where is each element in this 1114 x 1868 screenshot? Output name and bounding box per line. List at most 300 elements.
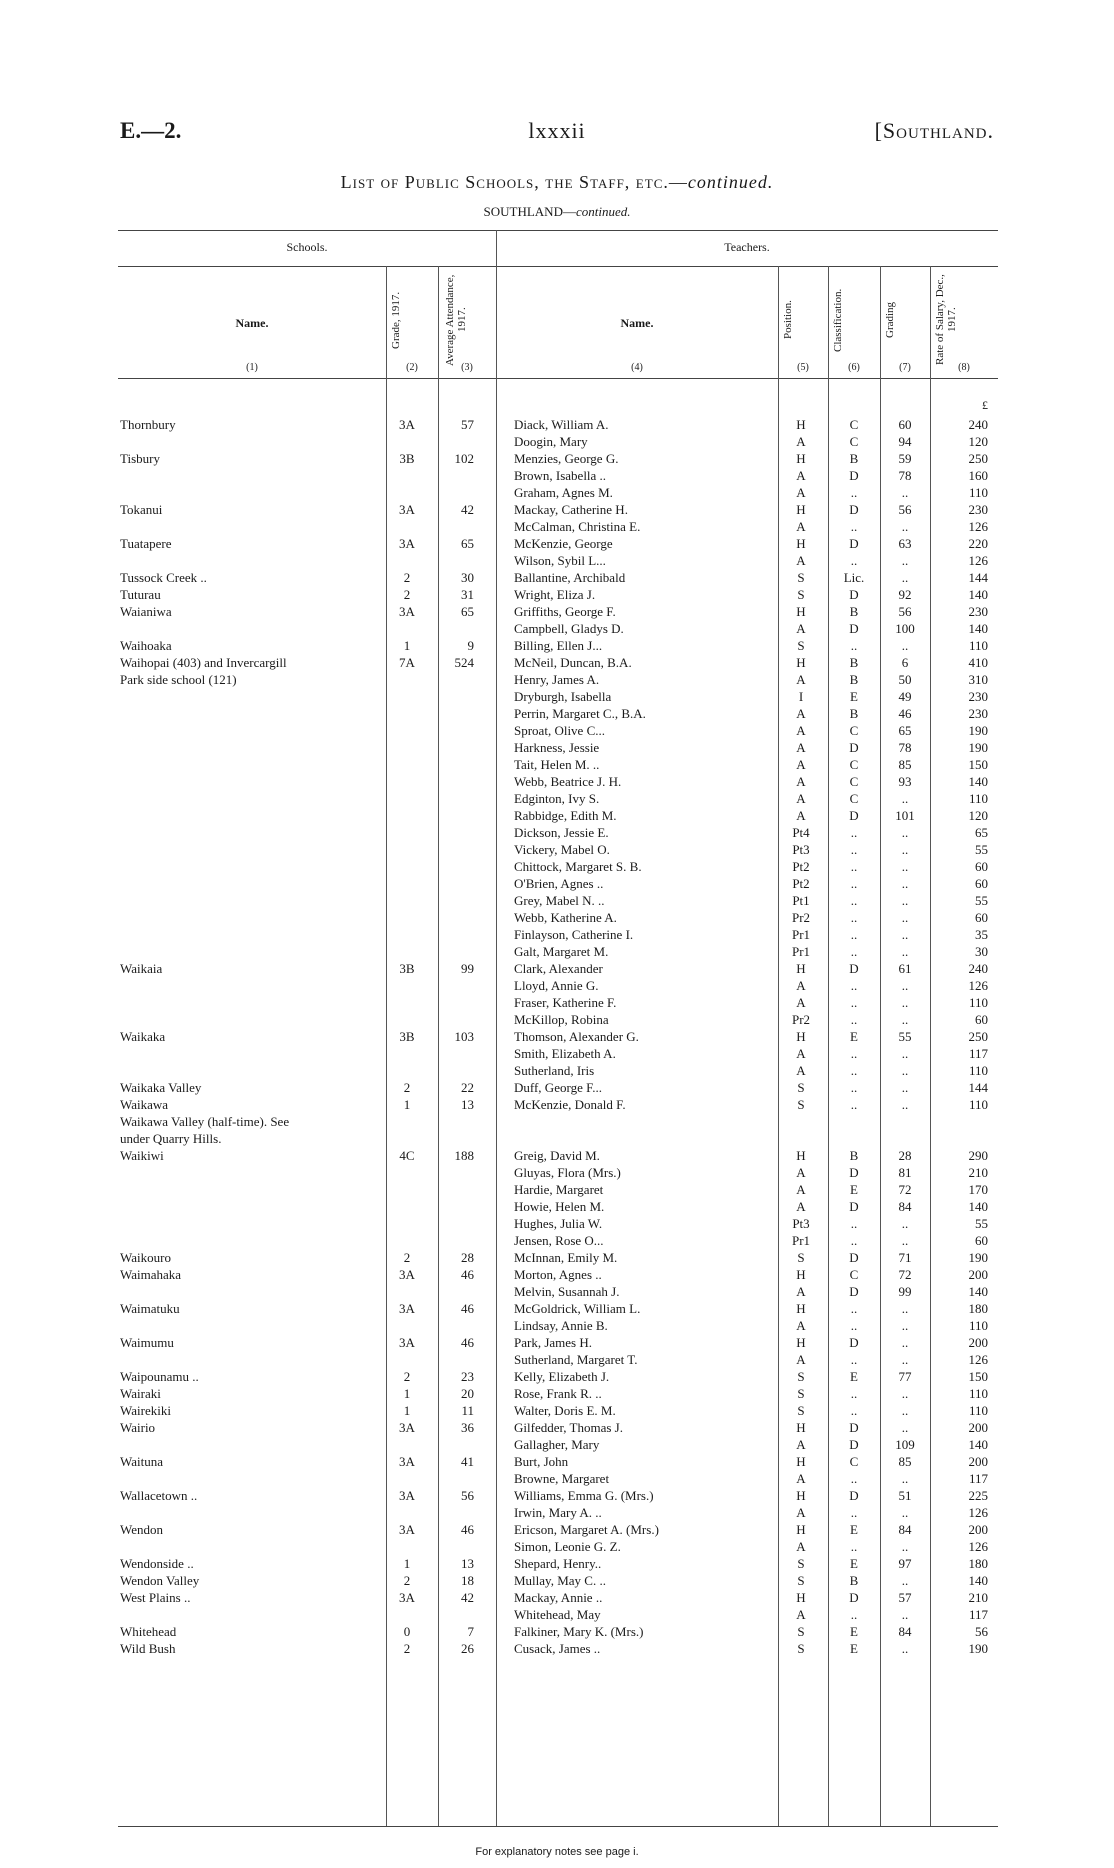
salary-cell: 290 xyxy=(968,1148,988,1163)
grade-cell: 3B xyxy=(399,1029,415,1044)
grade-cell: 3A xyxy=(399,1301,415,1316)
grading-cell: 77 xyxy=(898,1369,912,1384)
teacher-name-cell: Sproat, Olive C... xyxy=(514,723,605,738)
teacher-name-cell: Kelly, Elizabeth J. xyxy=(514,1369,610,1384)
position-cell: A xyxy=(796,1505,806,1520)
salary-cell: 140 xyxy=(968,1284,988,1299)
grading-cell: 6 xyxy=(901,655,909,670)
table-row xyxy=(118,535,998,552)
grading-cell: .. xyxy=(901,519,909,534)
position-cell: Pt3 xyxy=(792,1216,810,1231)
salary-cell: 140 xyxy=(968,774,988,789)
grading-cell: 28 xyxy=(898,1148,912,1163)
grading-cell: 97 xyxy=(898,1556,912,1571)
teacher-name-cell: Williams, Emma G. (Mrs.) xyxy=(514,1488,654,1503)
teacher-name-header: Name. xyxy=(620,316,654,330)
classification-cell: .. xyxy=(850,1233,858,1248)
teacher-name-cell: Cusack, James .. xyxy=(514,1641,601,1656)
teacher-name-cell: Doogin, Mary xyxy=(514,434,588,449)
position-cell: A xyxy=(796,706,806,721)
grading-cell: .. xyxy=(901,825,909,840)
position-cell: A xyxy=(796,774,806,789)
grading-cell: .. xyxy=(901,995,909,1010)
table-row xyxy=(118,620,998,637)
table-row xyxy=(118,909,998,926)
table-row xyxy=(118,1385,998,1402)
grade-cell: 3A xyxy=(399,536,415,551)
school-name-cell: Wendon xyxy=(120,1522,163,1537)
position-cell: A xyxy=(796,1284,806,1299)
grading-cell: .. xyxy=(901,1505,909,1520)
teacher-name-cell: O'Brien, Agnes .. xyxy=(514,876,604,891)
grading-cell: 57 xyxy=(898,1590,912,1605)
salary-cell: 200 xyxy=(968,1420,988,1435)
position-cell: A xyxy=(796,808,806,823)
position-cell: H xyxy=(796,604,806,619)
grading-cell: 59 xyxy=(898,451,912,466)
teacher-name-cell: Webb, Beatrice J. H. xyxy=(514,774,622,789)
salary-cell: 150 xyxy=(968,757,988,772)
school-name-cell: Tussock Creek .. xyxy=(120,570,207,585)
salary-cell: 110 xyxy=(968,995,988,1010)
table-row xyxy=(118,943,998,960)
salary-cell: 110 xyxy=(968,485,988,500)
teacher-name-cell: Galt, Margaret M. xyxy=(514,944,609,959)
position-cell: S xyxy=(797,1250,805,1265)
school-name-cell: Wendon Valley xyxy=(120,1573,200,1588)
teacher-name-cell: Whitehead, May xyxy=(514,1607,601,1622)
document-code: E.—2. xyxy=(120,118,182,143)
salary-cell: 410 xyxy=(968,655,988,670)
salary-cell: 225 xyxy=(968,1488,988,1503)
teacher-name-cell: Diack, William A. xyxy=(514,417,609,432)
school-name-cell: Waituna xyxy=(120,1454,163,1469)
salary-cell: 190 xyxy=(968,723,988,738)
position-cell: Pr1 xyxy=(791,944,811,959)
classification-cell: .. xyxy=(850,553,858,568)
classification-cell: .. xyxy=(850,1012,858,1027)
grading-cell: .. xyxy=(901,485,909,500)
teacher-name-cell: Howie, Helen M. xyxy=(514,1199,605,1214)
grading-cell: .. xyxy=(901,944,909,959)
grading-cell: 60 xyxy=(898,417,912,432)
classification-cell: B xyxy=(849,604,859,619)
table-row xyxy=(118,1130,998,1147)
school-name-cell: under Quarry Hills. xyxy=(120,1131,222,1146)
attendance-cell: 26 xyxy=(461,1641,474,1656)
table-row xyxy=(118,433,998,450)
table-row xyxy=(118,1368,998,1385)
teacher-name-cell: McGoldrick, William L. xyxy=(514,1301,641,1316)
position-cell: H xyxy=(796,1267,806,1282)
salary-cell: 200 xyxy=(968,1267,988,1282)
position-cell: S xyxy=(797,570,805,585)
attendance-cell: 28 xyxy=(461,1250,474,1265)
salary-cell: 310 xyxy=(968,672,988,687)
grade-cell: 1 xyxy=(403,638,411,653)
school-name-cell: Waikaia xyxy=(120,961,163,976)
position-cell: S xyxy=(797,1556,805,1571)
table-row xyxy=(118,1589,998,1606)
attendance-cell: 65 xyxy=(461,604,474,619)
teacher-name-cell: Fraser, Katherine F. xyxy=(514,995,617,1010)
salary-cell: 117 xyxy=(968,1046,988,1061)
table-row xyxy=(118,1487,998,1504)
schools-group-header: Schools. xyxy=(286,240,328,254)
position-cell: Pt4 xyxy=(792,825,810,840)
table-row xyxy=(118,1096,998,1113)
table-row xyxy=(118,790,998,807)
position-cell: Pt3 xyxy=(792,842,810,857)
position-cell: A xyxy=(796,978,806,993)
position-cell: S xyxy=(797,1573,805,1588)
salary-cell: 117 xyxy=(968,1471,988,1486)
table-group-rule xyxy=(118,266,998,267)
salary-cell: 240 xyxy=(968,961,988,976)
grading-cell: .. xyxy=(901,1216,909,1231)
salary-cell: 140 xyxy=(968,1437,988,1452)
position-cell: H xyxy=(796,1488,806,1503)
position-cell: H xyxy=(796,502,806,517)
position-cell: Pr2 xyxy=(791,1012,811,1027)
salary-cell: 60 xyxy=(975,859,988,874)
attendance-cell: 524 xyxy=(454,655,474,670)
classification-cell: .. xyxy=(850,1386,858,1401)
classification-cell: .. xyxy=(850,927,858,942)
classification-cell: E xyxy=(850,1522,858,1537)
salary-cell: 144 xyxy=(968,570,988,585)
grading-cell: .. xyxy=(901,791,909,806)
table-row xyxy=(118,1453,998,1470)
grade-cell: 4C xyxy=(399,1148,415,1163)
table-row xyxy=(118,586,998,603)
table-row xyxy=(118,1521,998,1538)
classification-header: Classification. xyxy=(832,288,844,352)
position-cell: A xyxy=(796,1063,806,1078)
classification-cell: D xyxy=(849,1590,859,1605)
salary-cell: 140 xyxy=(968,1573,988,1588)
grading-cell: 61 xyxy=(898,961,912,976)
table-row xyxy=(118,1266,998,1283)
school-name-cell: Waikouro xyxy=(120,1250,171,1265)
grading-cell: 72 xyxy=(898,1267,912,1282)
teacher-name-cell: McCalman, Christina E. xyxy=(514,519,641,534)
table-row xyxy=(118,1079,998,1096)
school-name-cell: Waimumu xyxy=(120,1335,174,1350)
grade-cell: 2 xyxy=(403,587,411,602)
salary-cell: 126 xyxy=(968,1505,988,1520)
classification-cell: B xyxy=(849,451,859,466)
grading-cell: 78 xyxy=(898,740,912,755)
classification-cell: B xyxy=(849,672,859,687)
grading-cell: 50 xyxy=(898,672,912,687)
school-name-cell: Tuturau xyxy=(120,587,161,602)
grade-cell: 3A xyxy=(399,1335,415,1350)
teacher-name-cell: Perrin, Margaret C., B.A. xyxy=(514,706,646,721)
salary-cell: 60 xyxy=(975,1012,988,1027)
classification-cell: .. xyxy=(850,1318,858,1333)
classification-cell: D xyxy=(849,502,859,517)
table-row xyxy=(118,1504,998,1521)
grade-cell: 2 xyxy=(403,570,411,585)
table-row xyxy=(118,654,998,671)
classification-cell: B xyxy=(849,655,859,670)
grading-cell: 84 xyxy=(898,1199,912,1214)
salary-cell: 230 xyxy=(968,604,988,619)
grading-cell: .. xyxy=(901,1386,909,1401)
teacher-name-cell: Dryburgh, Isabella xyxy=(514,689,612,704)
grading-cell: .. xyxy=(901,842,909,857)
salary-cell: 110 xyxy=(968,1386,988,1401)
salary-cell: 250 xyxy=(968,1029,988,1044)
grading-cell: 65 xyxy=(898,723,912,738)
table-row xyxy=(118,756,998,773)
school-name-cell: Waianiwa xyxy=(120,604,172,619)
salary-cell: 230 xyxy=(968,502,988,517)
grading-cell: 85 xyxy=(898,757,912,772)
grading-cell: 92 xyxy=(898,587,912,602)
school-name-cell: Tokanui xyxy=(120,502,163,517)
position-cell: A xyxy=(796,485,806,500)
position-cell: S xyxy=(797,1641,805,1656)
teacher-name-cell: Menzies, George G. xyxy=(514,451,619,466)
teacher-name-cell: McInnan, Emily M. xyxy=(514,1250,618,1265)
school-name-cell: Waihoaka xyxy=(120,638,172,653)
salary-cell: 117 xyxy=(968,1607,988,1622)
school-name-cell: Wairekiki xyxy=(120,1403,171,1418)
teacher-name-cell: McKenzie, George xyxy=(514,536,613,551)
table-row xyxy=(118,671,998,688)
table-row xyxy=(118,977,998,994)
region-heading: [Southland. xyxy=(874,118,994,143)
attendance-header: Average Attendance, 1917. xyxy=(444,274,468,366)
classification-cell: D xyxy=(849,1250,859,1265)
teacher-name-cell: Dickson, Jessie E. xyxy=(514,825,609,840)
classification-cell: .. xyxy=(850,995,858,1010)
teacher-name-cell: Gilfedder, Thomas J. xyxy=(514,1420,623,1435)
grading-cell: 71 xyxy=(898,1250,912,1265)
salary-cell: 150 xyxy=(968,1369,988,1384)
salary-cell: 200 xyxy=(968,1454,988,1469)
table-row xyxy=(118,688,998,705)
grading-cell: 56 xyxy=(898,502,912,517)
salary-cell: 120 xyxy=(968,808,988,823)
salary-cell: 120 xyxy=(968,434,988,449)
school-name-cell: Tuatapere xyxy=(120,536,172,551)
classification-cell: E xyxy=(850,689,858,704)
footer-note: For explanatory notes see page i. xyxy=(475,1846,639,1858)
classification-cell: .. xyxy=(850,978,858,993)
attendance-cell: 7 xyxy=(467,1624,474,1639)
col-number: (4) xyxy=(631,362,643,373)
grade-cell: 3A xyxy=(399,417,415,432)
table-row xyxy=(118,858,998,875)
salary-cell: 200 xyxy=(968,1522,988,1537)
school-name-cell: Waikiwi xyxy=(120,1148,164,1163)
teacher-name-cell: Hughes, Julia W. xyxy=(514,1216,603,1231)
classification-cell: D xyxy=(849,740,859,755)
grading-cell: .. xyxy=(901,570,909,585)
position-cell: H xyxy=(796,655,806,670)
grading-cell: .. xyxy=(901,1046,909,1061)
position-cell: Pt2 xyxy=(792,859,810,874)
table-row xyxy=(118,722,998,739)
position-cell: H xyxy=(796,1148,806,1163)
teacher-name-cell: Shepard, Henry.. xyxy=(514,1556,602,1571)
table-row xyxy=(118,1011,998,1028)
grading-cell: .. xyxy=(901,876,909,891)
col-number: (8) xyxy=(958,362,970,373)
salary-cell: 110 xyxy=(968,1403,988,1418)
classification-cell: .. xyxy=(850,893,858,908)
classification-cell: .. xyxy=(850,1471,858,1486)
position-cell: H xyxy=(796,1454,806,1469)
classification-cell: .. xyxy=(850,1097,858,1112)
position-cell: H xyxy=(796,1590,806,1605)
grading-cell: 84 xyxy=(898,1624,912,1639)
attendance-cell: 56 xyxy=(461,1488,474,1503)
table-row xyxy=(118,552,998,569)
teacher-name-cell: Billing, Ellen J... xyxy=(514,638,603,653)
classification-cell: .. xyxy=(850,1607,858,1622)
grading-cell: .. xyxy=(901,1063,909,1078)
table-row xyxy=(118,450,998,467)
grading-cell: 49 xyxy=(898,689,912,704)
grading-cell: .. xyxy=(901,1097,909,1112)
position-cell: A xyxy=(796,434,806,449)
attendance-cell: 46 xyxy=(461,1522,474,1537)
school-name-header: Name. xyxy=(235,316,269,330)
grading-cell: .. xyxy=(901,927,909,942)
grading-cell: 72 xyxy=(898,1182,912,1197)
position-cell: A xyxy=(796,553,806,568)
classification-cell: Lic. xyxy=(843,570,865,585)
salary-cell: 230 xyxy=(968,706,988,721)
classification-cell: E xyxy=(850,1641,858,1656)
position-cell: H xyxy=(796,417,806,432)
classification-cell: E xyxy=(850,1029,858,1044)
classification-cell: D xyxy=(849,961,859,976)
grade-cell: 1 xyxy=(403,1556,411,1571)
table-row xyxy=(118,1198,998,1215)
school-name-cell: Waimatuku xyxy=(120,1301,180,1316)
position-cell: Pt1 xyxy=(792,893,810,908)
attendance-cell: 46 xyxy=(461,1301,474,1316)
grade-cell: 3B xyxy=(399,961,415,976)
grade-cell: 3A xyxy=(399,1488,415,1503)
table-row xyxy=(118,1300,998,1317)
teacher-name-cell: Lindsay, Annie B. xyxy=(514,1318,608,1333)
salary-cell: 126 xyxy=(968,978,988,993)
position-cell: I xyxy=(798,689,804,704)
position-cell: A xyxy=(796,1182,806,1197)
position-cell: S xyxy=(797,1386,805,1401)
salary-cell: 140 xyxy=(968,1199,988,1214)
school-name-cell: Wild Bush xyxy=(120,1641,176,1656)
classification-cell: E xyxy=(850,1624,858,1639)
salary-cell: 65 xyxy=(975,825,988,840)
classification-cell: E xyxy=(850,1369,858,1384)
grade-cell: 2 xyxy=(403,1573,411,1588)
grade-cell: 3A xyxy=(399,1267,415,1282)
classification-cell: .. xyxy=(850,1403,858,1418)
classification-cell: .. xyxy=(850,1080,858,1095)
table-row xyxy=(118,739,998,756)
grade-cell: 0 xyxy=(403,1624,411,1639)
table-row xyxy=(118,467,998,484)
position-cell: A xyxy=(796,1607,806,1622)
classification-cell: D xyxy=(849,536,859,551)
attendance-cell: 22 xyxy=(461,1080,474,1095)
classification-cell: .. xyxy=(850,1216,858,1231)
table-row xyxy=(118,1045,998,1062)
school-name-cell: Wairio xyxy=(120,1420,156,1435)
classification-cell: .. xyxy=(850,944,858,959)
table-row xyxy=(118,875,998,892)
attendance-cell: 57 xyxy=(461,417,474,432)
classification-cell: .. xyxy=(850,1301,858,1316)
table-row xyxy=(118,1538,998,1555)
salary-cell: 230 xyxy=(968,689,988,704)
salary-cell: 140 xyxy=(968,587,988,602)
grading-cell: .. xyxy=(901,1403,909,1418)
classification-cell: E xyxy=(850,1182,858,1197)
grade-cell: 2 xyxy=(403,1250,411,1265)
attendance-cell: 31 xyxy=(461,587,474,602)
teacher-name-cell: Sutherland, Margaret T. xyxy=(514,1352,638,1367)
grading-cell: .. xyxy=(901,1471,909,1486)
classification-cell: E xyxy=(850,1556,858,1571)
table-row xyxy=(118,1334,998,1351)
position-cell: H xyxy=(796,1029,806,1044)
salary-cell: 250 xyxy=(968,451,988,466)
grade-cell: 1 xyxy=(403,1097,411,1112)
position-cell: S xyxy=(797,1403,805,1418)
salary-cell: 56 xyxy=(975,1624,988,1639)
grading-cell: .. xyxy=(901,1080,909,1095)
school-name-cell: Tisbury xyxy=(120,451,160,466)
table-row xyxy=(118,994,998,1011)
grade-header: Grade, 1917. xyxy=(390,291,402,349)
teacher-name-cell: Lloyd, Annie G. xyxy=(514,978,599,993)
classification-cell: C xyxy=(849,757,859,772)
table-row xyxy=(118,569,998,586)
position-cell: H xyxy=(796,451,806,466)
salary-cell: 144 xyxy=(968,1080,988,1095)
salary-cell: 160 xyxy=(968,468,988,483)
position-cell: A xyxy=(796,1437,806,1452)
salary-cell: 190 xyxy=(968,740,988,755)
teacher-name-cell: Brown, Isabella .. xyxy=(514,468,607,483)
attendance-cell: 103 xyxy=(454,1029,474,1044)
attendance-cell: 99 xyxy=(461,961,474,976)
attendance-cell: 46 xyxy=(461,1335,474,1350)
grading-cell: .. xyxy=(901,1573,909,1588)
teacher-name-cell: Burt, John xyxy=(514,1454,569,1469)
grade-cell: 1 xyxy=(403,1386,411,1401)
table-row xyxy=(118,1419,998,1436)
table-header-rule xyxy=(118,378,998,379)
teacher-name-cell: Harkness, Jessie xyxy=(514,740,600,755)
position-cell: A xyxy=(796,1539,806,1554)
teacher-name-cell: Chittock, Margaret S. B. xyxy=(514,859,642,874)
salary-cell: 180 xyxy=(968,1556,988,1571)
teacher-name-cell: Clark, Alexander xyxy=(514,961,603,976)
salary-cell: 110 xyxy=(968,1318,988,1333)
classification-cell: C xyxy=(849,791,859,806)
table-row xyxy=(118,416,998,433)
table-row xyxy=(118,501,998,518)
